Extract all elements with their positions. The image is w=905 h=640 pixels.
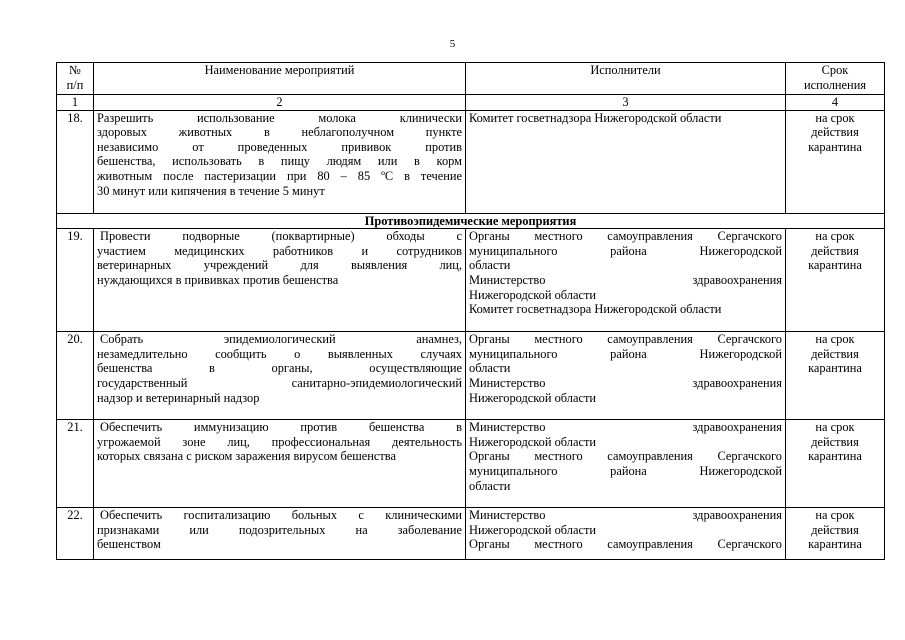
measure-text: Провести подворные (поквартирные) обходы с участием медицинских работников и сотрудников ветеринарных учреждений для выявления лиц, нуждающихся в прививках против бешенства	[94, 229, 466, 332]
executors-text: Органы местного самоуправления Сергачского муниципального района Нижегородской области Министерство здравоохранения Нижегородской области	[466, 332, 786, 420]
executors-text: Министерство здравоохранения Нижегородской области Органы местного самоуправления Сергачского муниципального района Нижегородской области	[466, 420, 786, 508]
section-row	[57, 213, 885, 229]
table-row	[57, 332, 885, 420]
row-number: 18.	[57, 110, 94, 213]
deadline-text: на срок действия карантина	[786, 110, 885, 213]
row-number: 19.	[57, 229, 94, 332]
table-row	[57, 508, 885, 560]
table-row	[57, 110, 885, 213]
header-deadline: Срок исполнения	[786, 63, 885, 95]
deadline-text: на срок действия карантина	[786, 229, 885, 332]
executors-text: Министерство здравоохранения Нижегородской области Органы местного самоуправления Сергачского	[466, 508, 786, 560]
column-number: 2	[94, 95, 466, 111]
measure-text: Обеспечить госпитализацию больных с клиническими признаками или подозрительных на заболевание бешенством	[94, 508, 466, 560]
section-title: Противоэпидемические мероприятия	[57, 213, 885, 229]
header-executors: Исполнители	[466, 63, 786, 95]
table-row	[57, 420, 885, 508]
row-number: 20.	[57, 332, 94, 420]
header-num: № п/п	[57, 63, 94, 95]
measures-table	[56, 62, 885, 560]
column-number-row	[57, 95, 885, 111]
header-name: Наименование мероприятий	[94, 63, 466, 95]
column-number: 4	[786, 95, 885, 111]
measure-text: Разрешить использование молока клинически здоровых животных в неблагополучном пункте независимо от проведенных прививок против бешенства, использовать в пищу людям или в корм животным после пастеризации при 80 – 85 ºС в течение 30 минут или кипячения в течение 5 минут	[94, 110, 466, 213]
deadline-text: на срок действия карантина	[786, 420, 885, 508]
column-number: 1	[57, 95, 94, 111]
row-number: 21.	[57, 420, 94, 508]
column-number: 3	[466, 95, 786, 111]
page-number: 5	[449, 38, 456, 50]
deadline-text: на срок действия карантина	[786, 508, 885, 560]
deadline-text: на срок действия карантина	[786, 332, 885, 420]
table-row	[57, 229, 885, 332]
table-header-row	[57, 63, 885, 95]
measure-text: Обеспечить иммунизацию против бешенства в угрожаемой зоне лиц, профессиональная деятельность которых связана с риском заражения вирусом бешенства	[94, 420, 466, 508]
row-number: 22.	[57, 508, 94, 560]
measure-text: Собрать эпидемиологический анамнез, незамедлительно сообщить о выявленных случаях бешенства в органы, осуществляющие государственный санитарно-эпидемиологический надзор и ветеринарный надзор	[94, 332, 466, 420]
executors-text: Комитет госветнадзора Нижегородской области	[466, 110, 786, 213]
executors-text: Органы местного самоуправления Сергачского муниципального района Нижегородской области Министерство здравоохранения Нижегородской области Комитет госветнадзора Нижегородской области	[466, 229, 786, 332]
